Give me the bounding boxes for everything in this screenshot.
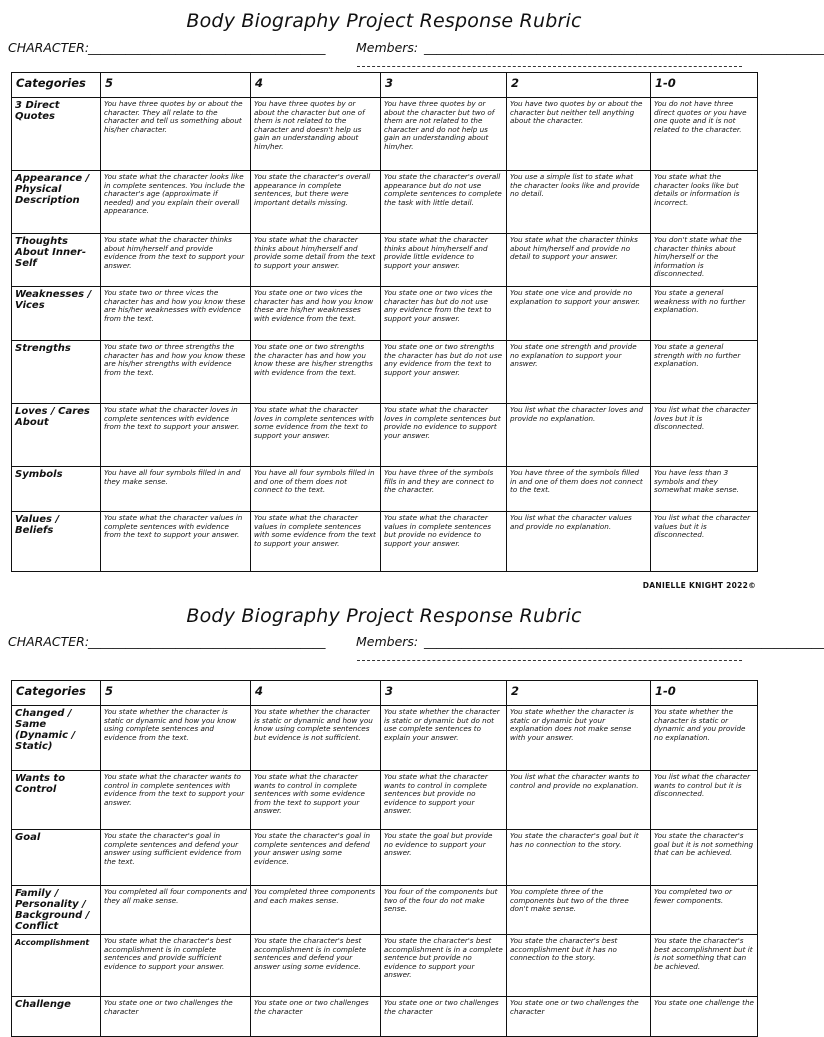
table-row [12, 98, 758, 171]
category-label: Loves / Cares About [12, 404, 101, 467]
rubric-cell: You have three quotes by or about the character. They all relate to the character and tell us something about his/her character. [101, 98, 251, 171]
copyright-credit: DANIELLE KNIGHT 2022© [642, 581, 756, 590]
rubric-cell: You have three quotes by or about the character but two of them are not related to the character and do not help us gain an understanding about him/her. [381, 98, 507, 171]
table-row [12, 997, 758, 1037]
rubric-cell: You state whether the character is static or dynamic but do not use complete sentences to explain your answer. [381, 706, 507, 771]
rubric-cell: You state whether the character is static or dynamic and you provide no explanation. [651, 706, 758, 771]
rubric-cell: You state what the character thinks about him/herself and provide some detail from the text to support your answer. [251, 234, 381, 287]
rubric-cell: You state one or two challenges the character [381, 997, 507, 1037]
rubric-cell: You complete three of the components but two of the three don't make sense. [507, 886, 651, 935]
rubric-cell: You state what the character thinks about him/herself and provide no detail to support your answer. [507, 234, 651, 287]
character-label: CHARACTER: [8, 40, 90, 55]
header-categories: Categories [12, 681, 101, 706]
rubric-title: Body Biography Project Response Rubric [186, 605, 582, 627]
table-row [12, 935, 758, 997]
header-score-4: 4 [251, 681, 381, 706]
rubric-cell: You state the character's goal in complete sentences and defend your answer using some evidence. [251, 830, 381, 886]
header-score-1-0: 1-0 [651, 73, 758, 98]
rubric-cell: You state the goal but provide no evidence to support your answer. [381, 830, 507, 886]
table-row [12, 287, 758, 341]
rubric-cell: You state what the character looks like in complete sentences. You include the character's age (approximate if needed) and you explain their overall appearance. [101, 171, 251, 234]
rubric-cell: You state the character's goal but it is not something that can be achieved. [651, 830, 758, 886]
rubric-cell: You state the character's best accomplishment is in complete sentences and defend your answer using some evidence. [251, 935, 381, 997]
rubric-cell: You state one or two strengths the character has and how you know these are his/her strengths with evidence from the text. [251, 341, 381, 404]
header-score-4: 4 [251, 73, 381, 98]
category-label: Symbols [12, 467, 101, 512]
rubric-cell: You state a general weakness with no further explanation. [651, 287, 758, 341]
rubric-cell: You state two or three strengths the character has and how you know these are his/her strengths with evidence from the text. [101, 341, 251, 404]
rubric-cell: You state one or two challenges the character [507, 997, 651, 1037]
rubric-cell: You state one vice and provide no explanation to support your answer. [507, 287, 651, 341]
category-label: Appearance / Physical Description [12, 171, 101, 234]
rubric-cell: You state what the character's best accomplishment is in complete sentences and provide sufficient evidence to support your answer. [101, 935, 251, 997]
header-score-5: 5 [101, 681, 251, 706]
header-score-3: 3 [381, 73, 507, 98]
members-line-2[interactable] [357, 66, 742, 67]
rubric-cell: You state what the character thinks about him/herself and provide evidence from the text to support your answer. [101, 234, 251, 287]
rubric-cell: You state one or two challenges the character [101, 997, 251, 1037]
rubric-cell: You state whether the character is static or dynamic and how you know using complete sentences but evidence is not sufficient. [251, 706, 381, 771]
rubric-cell: You have three quotes by or about the character but one of them is not related to the character and doesn't help us gain an understanding about him/her. [251, 98, 381, 171]
character-label: CHARACTER: [8, 634, 90, 649]
rubric-cell: You state the character's overall appearance but do not use complete sentences to complete the task with little detail. [381, 171, 507, 234]
rubric-cell: You state one or two strengths the character has but do not use any evidence from the text to support your answer. [381, 341, 507, 404]
rubric-cell: You state one or two challenges the character [251, 997, 381, 1037]
rubric-cell: You state the character's best accomplishment but it has no connection to the story. [507, 935, 651, 997]
rubric-cell: You state what the character loves in complete sentences but provide no evidence to support your answer. [381, 404, 507, 467]
rubric-cell: You list what the character wants to control but it is disconnected. [651, 771, 758, 830]
rubric-cell: You list what the character values and provide no explanation. [507, 512, 651, 572]
rubric-cell: You have two quotes by or about the character but neither tell anything about the character. [507, 98, 651, 171]
header-score-5: 5 [101, 73, 251, 98]
rubric-cell: You state one or two vices the character has but do not use any evidence from the text to support your answer. [381, 287, 507, 341]
rubric-cell: You state what the character wants to control in complete sentences with evidence from the text to support your answer. [101, 771, 251, 830]
rubric-cell: You four of the components but two of the four do not make sense. [381, 886, 507, 935]
character-line[interactable]: ______________________________________ [88, 40, 326, 55]
rubric-cell: You state the character's best accomplishment but it is not something that can be achieved. [651, 935, 758, 997]
rubric-cell: You have all four symbols filled in and one of them does not connect to the text. [251, 467, 381, 512]
table-row [12, 234, 758, 287]
rubric-cell: You state one or two vices the character has and how you know these are his/her weaknesses with evidence from the text. [251, 287, 381, 341]
rubric-cell: You state what the character values in complete sentences but provide no evidence to support your answer. [381, 512, 507, 572]
members-label: Members: [356, 634, 419, 649]
rubric-cell: You state what the character looks like but details or information is incorrect. [651, 171, 758, 234]
members-label: Members: [356, 40, 419, 55]
rubric-cell: You list what the character wants to control and provide no explanation. [507, 771, 651, 830]
rubric-cell: You do not have three direct quotes or you have one quote and it is not related to the character. [651, 98, 758, 171]
header-row [12, 73, 758, 98]
table-row [12, 467, 758, 512]
rubric-cell: You state the character's goal in complete sentences and defend your answer using sufficient evidence from the text. [101, 830, 251, 886]
rubric-cell: You state one strength and provide no explanation to support your answer. [507, 341, 651, 404]
category-label: Accomplishment [12, 935, 101, 997]
category-label: Changed / Same (Dynamic / Static) [12, 706, 101, 771]
rubric-cell: You state what the character thinks about him/herself and provide little evidence to support your answer. [381, 234, 507, 287]
category-label: Family / Personality / Background / Conflict [12, 886, 101, 935]
rubric-cell: You state a general strength with no further explanation. [651, 341, 758, 404]
members-line[interactable]: ________________________________________________________________ [424, 40, 824, 55]
rubric-cell: You have three of the symbols filled in and one of them does not connect to the text. [507, 467, 651, 512]
rubric-table [11, 680, 758, 1037]
members-line[interactable]: ________________________________________________________________ [424, 634, 824, 649]
header-categories: Categories [12, 73, 101, 98]
table-row [12, 830, 758, 886]
rubric-cell: You state two or three vices the character has and how you know these are his/her weaknesses with evidence from the text. [101, 287, 251, 341]
rubric-cell: You state what the character values in complete sentences with evidence from the text to support your answer. [101, 512, 251, 572]
table-row [12, 171, 758, 234]
rubric-cell: You state what the character values in complete sentences with some evidence from the text to support your answer. [251, 512, 381, 572]
rubric-cell: You state the character's overall appearance in complete sentences, but there were important details missing. [251, 171, 381, 234]
category-label: Goal [12, 830, 101, 886]
rubric-cell: You state what the character wants to control in complete sentences but provide no evidence to support your answer. [381, 771, 507, 830]
category-label: Strengths [12, 341, 101, 404]
rubric-cell: You state the character's goal but it has no connection to the story. [507, 830, 651, 886]
rubric-cell: You state what the character loves in complete sentences with evidence from the text to support your answer. [101, 404, 251, 467]
rubric-title: Body Biography Project Response Rubric [186, 10, 582, 32]
header-score-3: 3 [381, 681, 507, 706]
rubric-cell: You have less than 3 symbols and they somewhat make sense. [651, 467, 758, 512]
rubric-cell: You state what the character wants to control in complete sentences with some evidence from the text to support your answer. [251, 771, 381, 830]
rubric-cell: You state whether the character is static or dynamic but your explanation does not make sense with your answer. [507, 706, 651, 771]
header-score-2: 2 [507, 73, 651, 98]
rubric-cell: You don't state what the character thinks about him/herself or the information is disconnected. [651, 234, 758, 287]
character-line[interactable]: ______________________________________ [88, 634, 326, 649]
category-label: 3 Direct Quotes [12, 98, 101, 171]
rubric-cell: You completed three components and each makes sense. [251, 886, 381, 935]
header-row [12, 681, 758, 706]
members-line-2[interactable] [357, 660, 742, 661]
category-label: Values / Beliefs [12, 512, 101, 572]
rubric-cell: You state the character's best accomplishment is in a complete sentence but provide no evidence to support your answer. [381, 935, 507, 997]
table-row [12, 706, 758, 771]
category-label: Wants to Control [12, 771, 101, 830]
rubric-cell: You state what the character loves in complete sentences with some evidence from the text to support your answer. [251, 404, 381, 467]
rubric-cell: You completed all four components and they all make sense. [101, 886, 251, 935]
table-row [12, 771, 758, 830]
header-score-2: 2 [507, 681, 651, 706]
rubric-cell: You state one challenge the [651, 997, 758, 1037]
rubric-cell: You have all four symbols filled in and they make sense. [101, 467, 251, 512]
rubric-cell: You completed two or fewer components. [651, 886, 758, 935]
rubric-cell: You state whether the character is static or dynamic and how you know using complete sentences and evidence from the text. [101, 706, 251, 771]
rubric-cell: You have three of the symbols fills in and they are connect to the character. [381, 467, 507, 512]
rubric-cell: You list what the character values but it is disconnected. [651, 512, 758, 572]
category-label: Thoughts About Inner-Self [12, 234, 101, 287]
table-row [12, 512, 758, 572]
rubric-cell: You list what the character loves and provide no explanation. [507, 404, 651, 467]
rubric-cell: You use a simple list to state what the character looks like and provide no detail. [507, 171, 651, 234]
table-row [12, 886, 758, 935]
category-label: Challenge [12, 997, 101, 1037]
header-score-1-0: 1-0 [651, 681, 758, 706]
rubric-table [11, 72, 758, 572]
category-label: Weaknesses / Vices [12, 287, 101, 341]
table-row [12, 341, 758, 404]
table-row [12, 404, 758, 467]
rubric-cell: You list what the character loves but it is disconnected. [651, 404, 758, 467]
